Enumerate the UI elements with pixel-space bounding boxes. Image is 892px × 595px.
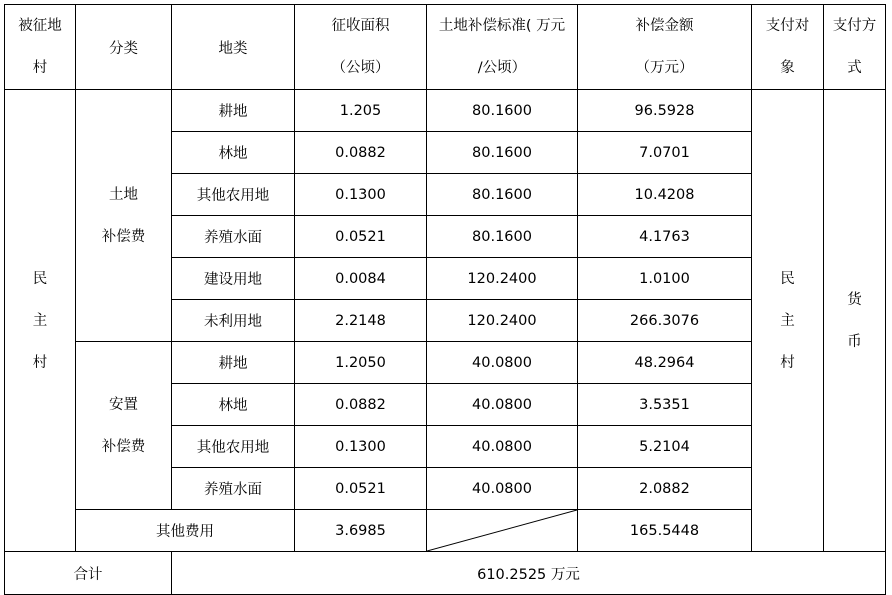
area-cell: 1.2050	[295, 342, 427, 384]
standard-cell: 40.0800	[427, 384, 578, 426]
village-cell: 民 主 村	[5, 90, 76, 552]
header-row	[5, 5, 886, 90]
area-cell: 2.2148	[295, 300, 427, 342]
group-land-compensation: 土地 补偿费	[76, 90, 172, 342]
area-cell: 0.0882	[295, 132, 427, 174]
land-type-cell: 建设用地	[172, 258, 295, 300]
standard-cell: 80.1600	[427, 132, 578, 174]
land-type-cell: 林地	[172, 384, 295, 426]
amount-cell: 1.0100	[578, 258, 752, 300]
land-type-cell: 未利用地	[172, 300, 295, 342]
standard-cell: 80.1600	[427, 174, 578, 216]
amount-cell: 3.5351	[578, 384, 752, 426]
standard-cell: 80.1600	[427, 90, 578, 132]
header-standard: 土地补偿标准( 万元 /公顷）	[427, 5, 578, 90]
area-cell: 0.1300	[295, 426, 427, 468]
header-village: 被征地 村	[5, 5, 76, 90]
amount-cell: 10.4208	[578, 174, 752, 216]
area-cell: 0.0521	[295, 468, 427, 510]
land-type-cell: 耕地	[172, 90, 295, 132]
total-label: 合计	[5, 552, 172, 595]
total-row	[5, 552, 886, 595]
area-cell: 0.0084	[295, 258, 427, 300]
area-cell: 1.205	[295, 90, 427, 132]
standard-cell: 40.0800	[427, 342, 578, 384]
header-payee: 支付对 象	[752, 5, 824, 90]
method-cell: 货 币	[824, 90, 886, 552]
standard-cell: 120.2400	[427, 300, 578, 342]
amount-cell: 2.0882	[578, 468, 752, 510]
land-type-cell: 养殖水面	[172, 216, 295, 258]
land-type-cell: 耕地	[172, 342, 295, 384]
land-type-cell: 其他农用地	[172, 174, 295, 216]
land-type-cell: 林地	[172, 132, 295, 174]
other-fees-amount: 165.5448	[578, 510, 752, 552]
header-area: 征收面积 （公顷）	[295, 5, 427, 90]
amount-cell: 4.1763	[578, 216, 752, 258]
other-fees-standard-empty	[427, 510, 578, 552]
diagonal-slash	[427, 510, 577, 551]
standard-cell: 80.1600	[427, 216, 578, 258]
land-type-cell: 养殖水面	[172, 468, 295, 510]
amount-cell: 266.3076	[578, 300, 752, 342]
group-resettlement-compensation: 安置 补偿费	[76, 342, 172, 510]
amount-cell: 5.2104	[578, 426, 752, 468]
area-cell: 0.1300	[295, 174, 427, 216]
payee-cell: 民 主 村	[752, 90, 824, 552]
compensation-table	[4, 4, 886, 595]
amount-cell: 96.5928	[578, 90, 752, 132]
standard-cell: 40.0800	[427, 468, 578, 510]
header-amount: 补偿金额 （万元）	[578, 5, 752, 90]
header-method: 支付方 式	[824, 5, 886, 90]
header-land-type: 地类	[172, 5, 295, 90]
other-fees-label: 其他费用	[76, 510, 295, 552]
total-value: 610.2525 万元	[172, 552, 886, 595]
header-category: 分类	[76, 5, 172, 90]
amount-cell: 48.2964	[578, 342, 752, 384]
table-body	[5, 5, 886, 595]
table-row	[5, 90, 886, 132]
other-fees-area: 3.6985	[295, 510, 427, 552]
standard-cell: 40.0800	[427, 426, 578, 468]
amount-cell: 7.0701	[578, 132, 752, 174]
area-cell: 0.0882	[295, 384, 427, 426]
land-type-cell: 其他农用地	[172, 426, 295, 468]
area-cell: 0.0521	[295, 216, 427, 258]
standard-cell: 120.2400	[427, 258, 578, 300]
